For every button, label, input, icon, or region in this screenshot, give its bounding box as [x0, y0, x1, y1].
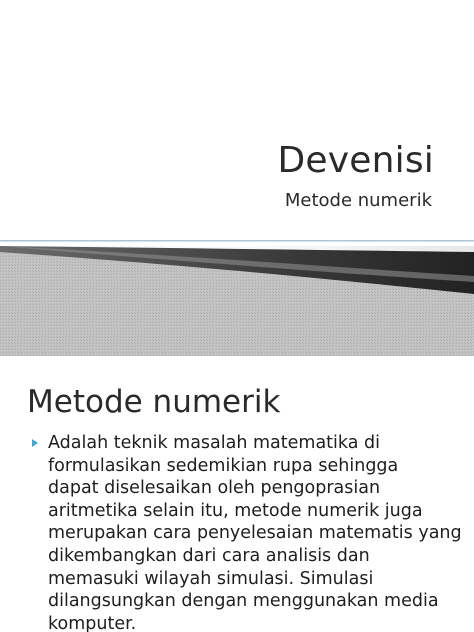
bullet-item-text: Adalah teknik masalah matematika di formulasikan sedemikian rupa sehingga dapat diselesaikan oleh pengoprasian aritmetika selain itu, metode numerik juga merupakan cara penyelesaian matematis yang dikembangkan dari cara analisis dan memasuki wilayah simulasi. Simulasi dilangsungkan dengan menggunakan media komputer. — [48, 433, 462, 632]
bullet-list — [32, 432, 462, 632]
decorative-wave-banner — [0, 232, 474, 356]
triangle-bullet-icon — [32, 439, 38, 447]
slide-title: Devenisi — [277, 140, 434, 181]
slide-subtitle: Metode numerik — [284, 190, 432, 211]
content-slide — [0, 362, 474, 632]
content-title: Metode numerik — [27, 384, 281, 420]
